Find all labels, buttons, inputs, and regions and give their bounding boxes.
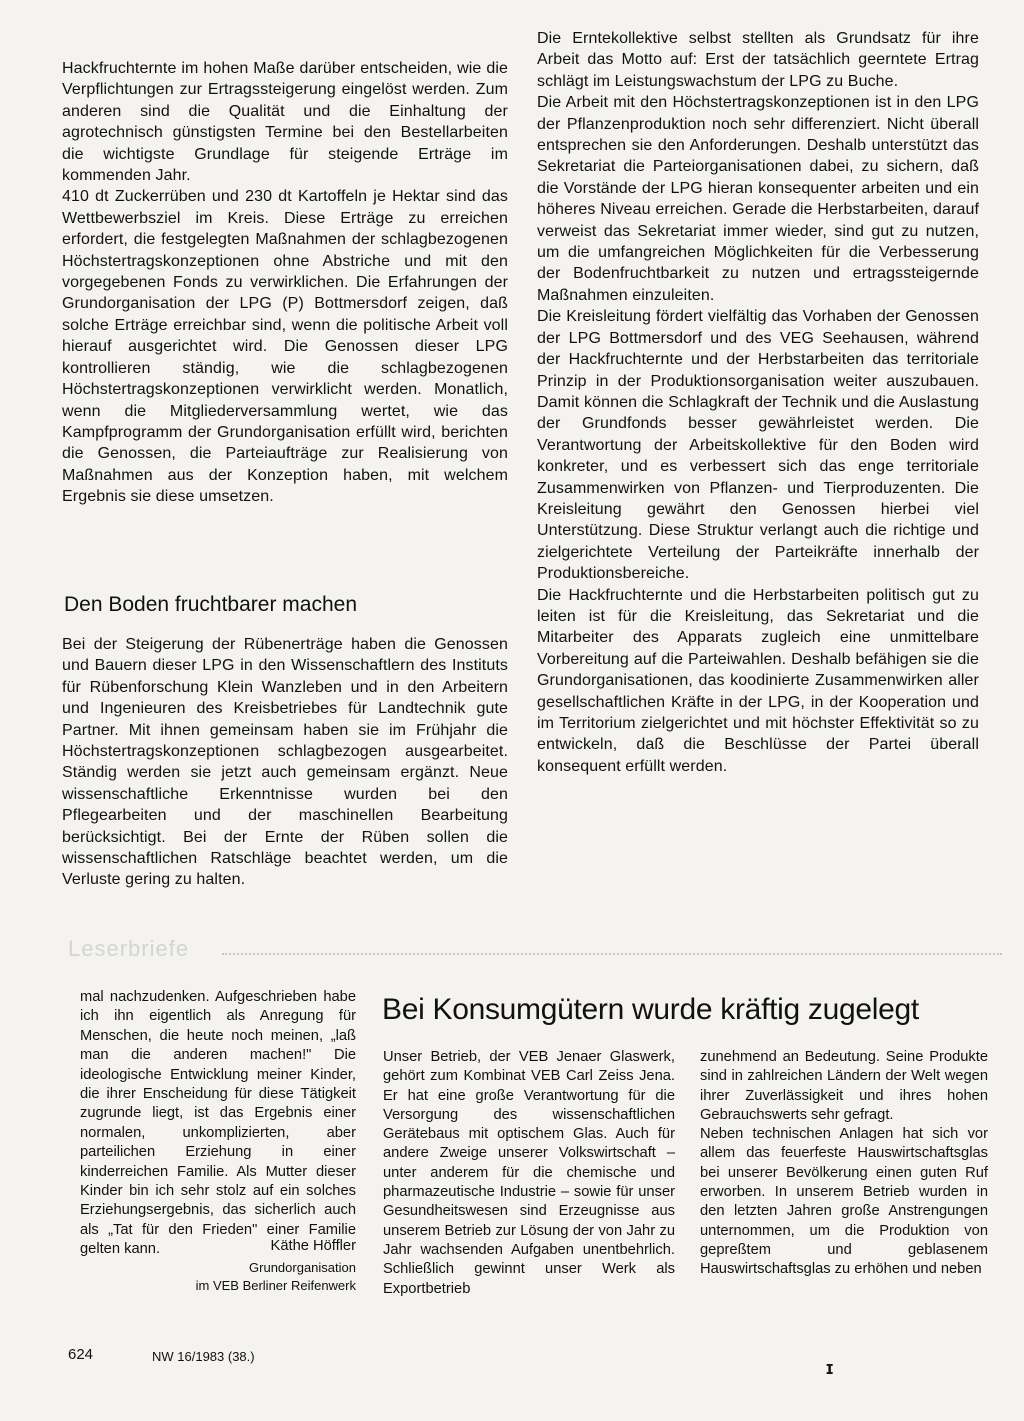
reader-letter xyxy=(80,988,356,1260)
print-speck: ɪ xyxy=(826,1358,834,1378)
page-number: 624 xyxy=(68,1346,94,1363)
letter-org-line-1: Grundorganisation xyxy=(249,1260,356,1275)
paragraph: 410 dt Zuckerrüben und 230 dt Kartoffeln je Hektar sind das Wettbewerbsziel im Kreis. Diese Erträge zu erreichen erfordert, die festgelegten Maßnahmen der schlagbezogenen Höchstertragskonzeptionen ohne Abstriche und mit den vorgegebenen Fonds zu verwirklichen. Die Erfahrungen der Grundorganisation der LPG (P) Bottmersdorf zeigen, daß solche Erträge erreichbar sind, wenn die politische Arbeit voll hierauf ausgerichtet wird. Die Genossen dieser LPG kontrollieren ständig, wie die schlagbezogenen Höchstertragskonzeptionen verwirklicht werden. Monatlich, wenn die Mitgliederversammlung wertet, wie das Kampfprogramm der Grundorganisation erfüllt wird, berichten die Genossen, die Parteiaufträge zur Realisierung von Maßnahmen aus der Konzeption haben, mit welchem Ergebnis sie diese umsetzen. xyxy=(62,188,508,506)
rubric-label: Leserbriefe xyxy=(68,936,190,961)
issue-reference: NW 16/1983 (38.) xyxy=(152,1349,255,1364)
letter-author: Käthe Höffler xyxy=(270,1238,356,1254)
article-column-b xyxy=(700,1048,988,1280)
letter-org-line-2: im VEB Berliner Reifenwerk xyxy=(195,1278,356,1293)
rubric-divider xyxy=(222,953,1002,955)
paragraph: Hackfruchternte im hohen Maße darüber entscheiden, wie die Verpflichtungen zur Ertragssteigerung eingelöst werden. Zum anderen sind die Qualität und die Einhaltung der agrotechnisch günstigsten Termine bei den Bestellarbeiten die wichtigste Grundlage für steigende Erträge im kommenden Jahr. xyxy=(62,60,508,185)
paragraph: Die Erntekollektive selbst stellten als Grundsatz für ihre Arbeit das Motto auf: Erst der tatsächlich geerntete Ertrag schlägt im Leistungswachstum der LPG zu Buche. xyxy=(537,30,979,90)
column-1-top xyxy=(62,58,508,508)
paragraph: Bei der Steigerung der Rübenerträge haben die Genossen und Bauern dieser LPG in den Wissenschaftlern des Instituts für Rübenforschung Klein Wanzleben und in den Arbeitern und Ingenieuren des Kreisbetriebes für Landtechnik gute Partner. Mit ihnen gemeinsam haben sie im Frühjahr die Höchstertragskonzeptionen schlagbezogen ausgearbeitet. Ständig werden sie jetzt auch gemeinsam ergänzt. Neue wissenschaftliche Erkenntnisse wurden bei den Pflegearbeiten und der maschinellen Bearbeitung berücksichtigt. Bei der Ernte der Rüben sollen die wissenschaftlichen Ratschläge beachtet werden, um die Verluste gering zu halten. xyxy=(62,636,508,889)
letter-text: mal nachzudenken. Aufgeschrieben habe ich ihn eigentlich als Anregung für Menschen, die heute noch meinen, „laß man die anderen machen!" Die ideologische Entwicklung meiner Kinder, die ihrer Enscheidung für diese Tätigkeit zugrunde liegt, ist das Ergebnis einer normalen, unkomplizierten, aber parteilichen Erziehung in einer kinderreichen Familie. Als Mutter dieser Kinder bin ich sehr stolz auf ein solches Erziehungsergebnis, das sicherlich auch als „Tat für den Frieden" einer Familie gelten kann. xyxy=(80,989,356,1258)
paragraph: Die Arbeit mit den Höchstertragskonzeptionen ist in den LPG der Pflanzenproduktion noch sehr differenziert. Nicht überall entsprechen sie den Anforderungen. Deshalb unterstützt das Sekretariat die Parteiorganisationen dabei, zu sichern, daß die Vorstände der LPG hieran konsequenter arbeiten und ein höheres Niveau erreichen. Gerade die Herbstarbeiten, darauf verweist das Sekretariat immer wieder, sind gut zu nutzen, um die umfangreichen Möglichkeiten für die Verbesserung der Bodenfruchtbarkeit zu nutzen und ertragssteigernde Maßnahmen einzuleiten. xyxy=(537,94,979,304)
column-2 xyxy=(537,28,979,777)
article-column-a xyxy=(383,1048,675,1299)
section-heading: Den Boden fruchtbarer machen xyxy=(64,593,358,616)
column-1-bottom xyxy=(62,634,508,891)
paragraph: zunehmend an Bedeutung. Seine Produkte sind in zahlreichen Ländern der Welt wegen ihrer Zuverlässigkeit und ihres hohen Gebrauchswerts sehr gefragt. xyxy=(700,1049,988,1123)
paragraph: Die Kreisleitung fördert vielfältig das Vorhaben der Genossen der LPG Bottmersdorf und des VEG Seehausen, während der Hackfruchternte und der Herbstarbeiten das territoriale Prinzip in der Produktionsorganisation weiter auszubauen. Damit können die Schlagkraft der Technik und die Auslastung der Grundfonds besser gewährleistet werden. Die Verantwortung der Arbeitskollektive für den Boden wird konkreter, und es verbessert sich das enge territoriale Zusammenwirken von Pflanzen- und Tierproduzenten. Die Kreisleitung gewährt den Genossen hierbei viel Unterstützung. Diese Struktur verlangt auch die richtige und zielgerichtete Verteilung der Parteikräfte innerhalb der Produktionsbereiche. xyxy=(537,308,979,583)
paragraph: Neben technischen Anlagen hat sich vor allem das feuerfeste Hauswirtschaftsglas bei unserer Bevölkerung einen guten Ruf erworben. In unserem Betrieb wurden in den letzten Jahren große Anstrengungen unternommen, um die Produktion von gepreßtem und geblasenem Hauswirtschaftsglas zu erhöhen und neben xyxy=(700,1126,988,1278)
article-headline: Bei Konsumgütern wurde kräftig zugelegt xyxy=(382,993,919,1026)
paragraph: Unser Betrieb, der VEB Jenaer Glaswerk, gehört zum Kombinat VEB Carl Zeiss Jena. Er hat eine große Verantwortung für die Versorgung des wissenschaftlichen Gerätebaus mit optischem Glas. Auch für andere Zweige unserer Volkswirtschaft – unter anderem für die chemische und pharmazeutische Industrie – sowie für unser Gesundheitswesen sind Erzeugnisse aus unserem Betrieb zur Lösung der von Jahr zu Jahr wachsenden Aufgaben unentbehrlich. Schließlich gewinnt unser Werk als Exportbetrieb xyxy=(383,1049,675,1297)
paragraph: Die Hackfruchternte und die Herbstarbeiten politisch gut zu leiten ist für die Kreisleitung, das Sekretariat und die Mitarbeiter des Apparats zugleich eine unmittelbare Vorbereitung auf die Parteiwahlen. Deshalb befähigen sie die Grundorganisationen, das koodinierte Zusammenwirken aller gesellschaftlichen Kräfte in der LPG, in der Kooperation und im Territorium zielgerichtet und mit höchster Effektivität so zu entwickeln, daß die Beschlüsse der Partei überall konsequent erfüllt werden. xyxy=(537,586,979,775)
